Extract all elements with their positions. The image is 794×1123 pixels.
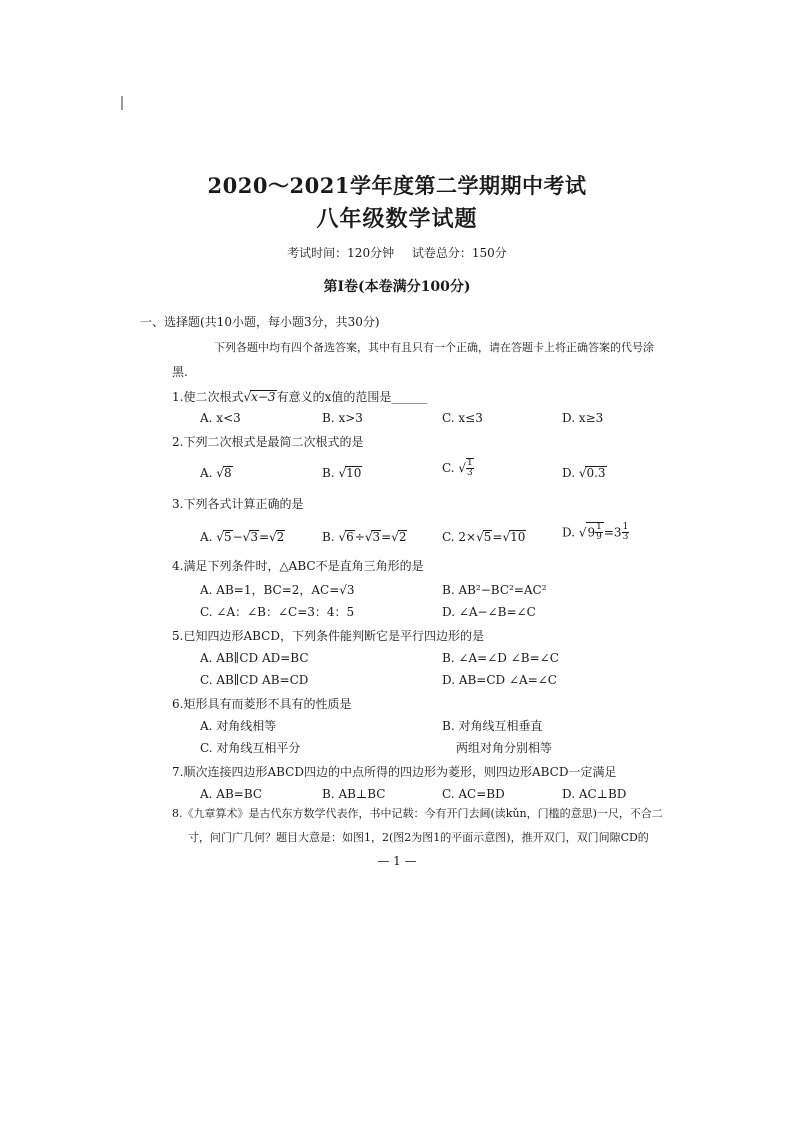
total-score: 试卷总分：150分 bbox=[411, 246, 507, 260]
question-4-stem: 4.满足下列条件时，△ABC不是直角三角形的是 bbox=[172, 559, 424, 573]
q3-a-label: A. bbox=[200, 530, 213, 544]
q3-d-whole: 9 bbox=[587, 525, 596, 540]
q3-d-label: D. bbox=[562, 525, 576, 540]
q5-option-d: D. AB=CD ∠A=∠C bbox=[442, 673, 557, 687]
q6-option-d: 两组对角分别相等 bbox=[456, 741, 553, 755]
part-heading: 一、选择题(共10小题，每小题3分，共30分) bbox=[140, 315, 380, 329]
q2-option-b: B. √10 bbox=[322, 466, 362, 480]
q1-option-d: D. x≥3 bbox=[562, 411, 604, 425]
q3-d-result-numerator: 1 bbox=[622, 522, 629, 532]
q2-d-radicand: 0.3 bbox=[586, 466, 606, 480]
q3-d-eq: =3 bbox=[603, 525, 622, 540]
q5-option-a: A. AB∥CD AD=BC bbox=[200, 651, 309, 665]
q3-c-r1: 5 bbox=[483, 530, 492, 544]
question-8-line2: 寸，问门广几何？题目大意是：如图1，2(图2为图1的平面示意图)，推开双门，双门间隙CD的 bbox=[188, 831, 649, 844]
section-title: 第Ⅰ卷(本卷满分100分) bbox=[323, 279, 471, 295]
q3-c-r2: 10 bbox=[510, 530, 526, 544]
q3-a-op: − bbox=[232, 530, 243, 544]
q1-stem-pre: 1.使二次根式 bbox=[172, 390, 244, 404]
q3-a-r3: 2 bbox=[276, 530, 285, 544]
q3-option-b: B. √6÷√3=√2 bbox=[322, 530, 407, 544]
q2-c-denominator: 3 bbox=[467, 468, 473, 479]
q2-c-numerator: 1 bbox=[467, 458, 473, 468]
exam-title: 2020～2021学年度第二学期期中考试 bbox=[207, 173, 587, 198]
q3-b-r1: 6 bbox=[346, 530, 354, 544]
q3-b-label: B. bbox=[322, 530, 335, 544]
q3-b-r2: 3 bbox=[372, 530, 381, 544]
q2-a-label: A. bbox=[200, 466, 213, 480]
exam-info bbox=[0, 244, 794, 261]
q6-option-b: B. 对角线互相垂直 bbox=[442, 719, 543, 733]
q4-option-b: B. AB²−BC²=AC² bbox=[442, 583, 547, 597]
q3-a-eq: = bbox=[258, 530, 270, 544]
q6-option-a: A. 对角线相等 bbox=[200, 719, 277, 733]
question-5-stem: 5.已知四边形ABCD，下列条件能判断它是平行四边形的是 bbox=[172, 629, 484, 643]
q1-stem-post: 有意义的x值的范围是 bbox=[276, 390, 392, 404]
question-3-stem: 3.下列各式计算正确的是 bbox=[172, 497, 304, 511]
q2-option-a: A. √8 bbox=[200, 466, 232, 480]
q2-option-c: C. √ $\frac{1}{3}$ bbox=[442, 458, 473, 479]
q3-d-fraction bbox=[595, 523, 603, 543]
q2-c-label: C. bbox=[442, 460, 455, 475]
q7-option-b: B. AB⊥BC bbox=[322, 787, 386, 801]
q7-option-c: C. AC=BD bbox=[442, 787, 505, 801]
question-1-stem: 1.使二次根式√x−3有意义的x值的范围是______ bbox=[172, 390, 428, 404]
page-number: — 1 — bbox=[377, 854, 417, 868]
q3-option-d: D. √9 $\frac{1}{9}$ =3 $\frac{1}{3}$ bbox=[562, 522, 629, 543]
q2-c-fraction bbox=[466, 458, 474, 479]
question-7-stem: 7.顺次连接四边形ABCD四边的中点所得的四边形为菱形，则四边形ABCD一定满足 bbox=[172, 765, 617, 779]
question-8-line1: 8.《九章算术》是古代东方数学代表作，书中记载：今有开门去阃(读kǔn，门槛的意思)一尺，不合二 bbox=[172, 807, 663, 820]
q3-b-r3: 2 bbox=[398, 530, 407, 544]
question-2-stem: 2.下列二次根式是最简二次根式的是 bbox=[172, 435, 364, 449]
q2-b-label: B. bbox=[322, 466, 335, 480]
q3-option-a: A. √5−√3=√2 bbox=[200, 530, 285, 544]
q3-d-numerator: 1 bbox=[596, 522, 602, 532]
exam-subtitle: 八年级数学试题 bbox=[316, 206, 478, 232]
instruction-line2: 黑. bbox=[172, 365, 188, 379]
q7-option-a: A. AB=BC bbox=[200, 787, 263, 801]
instruction-line1: 下列各题中均有四个备选答案，其中有且只有一个正确，请在答题卡上将正确答案的代号涂 bbox=[214, 341, 654, 354]
q3-c-label: C. 2× bbox=[442, 530, 477, 544]
question-6-stem: 6.矩形具有而菱形不具有的性质是 bbox=[172, 697, 352, 711]
q4-option-c: C. ∠A：∠B：∠C=3：4：5 bbox=[200, 605, 355, 619]
q3-d-denominator: 9 bbox=[596, 532, 602, 543]
q5-option-c: C. AB∥CD AB=CD bbox=[200, 673, 309, 687]
q5-option-b: B. ∠A=∠D ∠B=∠C bbox=[442, 651, 559, 665]
q2-option-d: D. √0.3 bbox=[562, 466, 606, 480]
q2-b-radicand: 10 bbox=[346, 466, 362, 480]
q3-a-r2: 3 bbox=[250, 530, 258, 544]
q3-b-op: ÷ bbox=[354, 530, 365, 544]
q1-option-b: B. x>3 bbox=[322, 411, 363, 425]
q1-option-c: C. x≤3 bbox=[442, 411, 483, 425]
q1-radicand: x−3 bbox=[251, 390, 276, 404]
scan-artifact bbox=[121, 96, 123, 110]
q3-a-r1: 5 bbox=[223, 530, 232, 544]
q1-option-a: A. x<3 bbox=[200, 411, 241, 425]
q6-option-c: C. 对角线互相平分 bbox=[200, 741, 301, 755]
q2-a-radicand: 8 bbox=[223, 466, 232, 480]
q3-option-c: C. 2×√5=√10 bbox=[442, 530, 526, 544]
q4-option-a: A. AB=1，BC=2，AC=√3 bbox=[200, 583, 355, 597]
q3-d-result-denominator: 3 bbox=[622, 532, 629, 543]
q3-c-eq: = bbox=[492, 530, 503, 544]
q7-option-d: D. AC⊥BD bbox=[562, 787, 627, 801]
q4-option-d: D. ∠A−∠B=∠C bbox=[442, 605, 536, 619]
q3-d-radicand bbox=[586, 522, 603, 543]
q2-d-label: D. bbox=[562, 466, 576, 480]
exam-time: 考试时间：120分钟 bbox=[287, 246, 395, 260]
q3-b-eq: = bbox=[381, 530, 392, 544]
q3-d-result-fraction bbox=[622, 523, 630, 543]
